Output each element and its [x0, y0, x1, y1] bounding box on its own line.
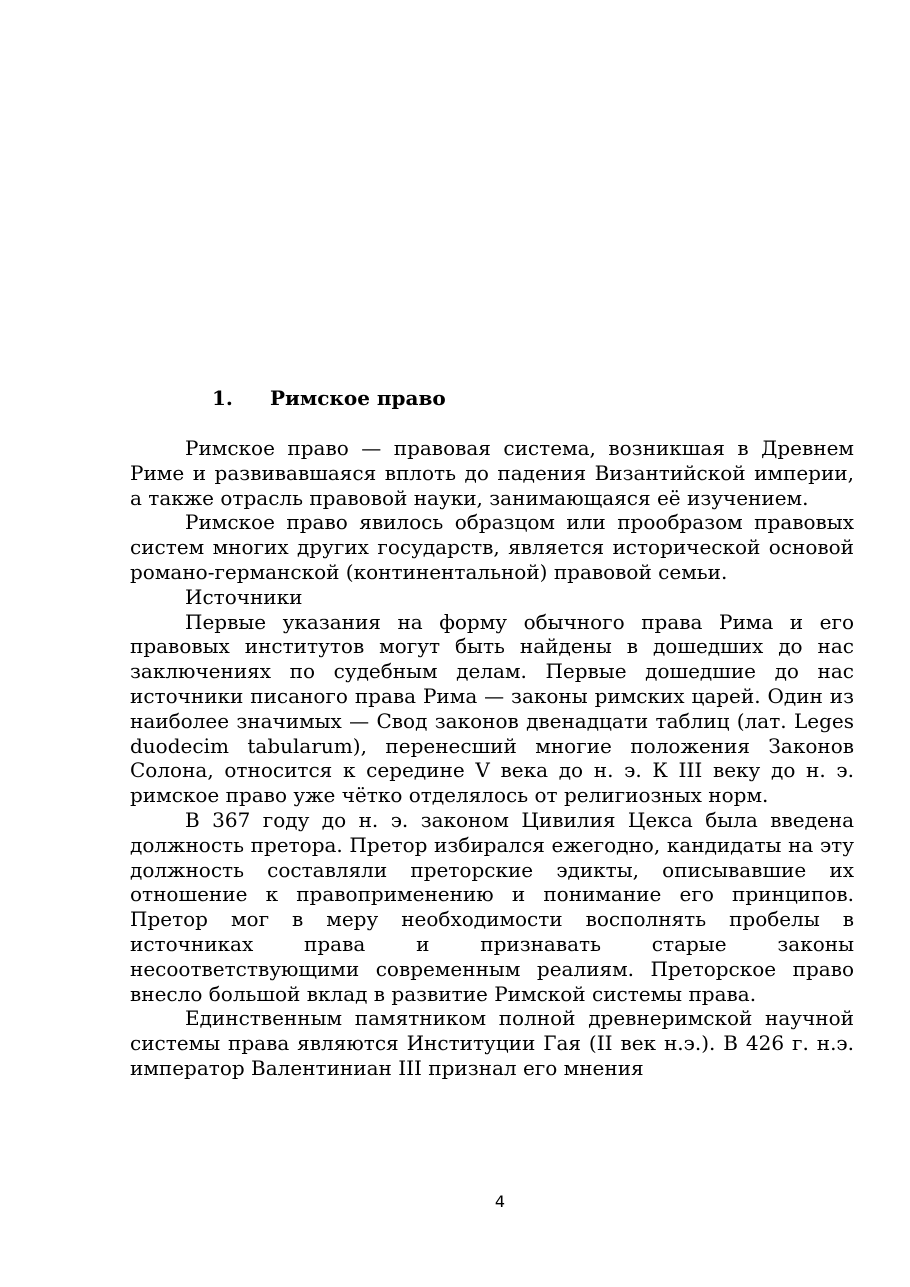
paragraph-gaius: Единственным памятником полной древнеримской научной системы права являются Институции Гая (II век н.э.). В 426 г. н.э. император Валентиниан III признал его мнения	[130, 1006, 854, 1080]
paragraph-sources-label: Источники	[185, 584, 303, 609]
paragraph-influence: Римское право явилось образцом или прообразом правовых систем многих других государств, является исторической основой романо-германской (континентальной) правовой семьи.	[130, 510, 854, 584]
section-number: 1.	[212, 386, 233, 410]
page-number: 4	[494, 1192, 506, 1211]
body-text	[130, 436, 854, 1081]
section-heading	[212, 384, 446, 412]
paragraph-early-sources: Первые указания на форму обычного права Рима и его правовых институтов могут быть найдены в дошедших до нас заключениях по судебным делам. Первые дошедшие до нас источники писаного права Рима — законы римских царей. Один из наиболее значимых — Свод законов двенадцати таблиц (лат. Leges duodecim tabularum), перенесший многие положения Законов Солона, относится к середине V века до н. э. К III веку до н. э. римское право уже чётко отделялось от религиозных норм.	[130, 609, 854, 808]
section-title: Римское право	[270, 386, 446, 410]
paragraph-praetor: В 367 году до н. э. законом Цивилия Цекса была введена должность претора. Претор избирался ежегодно, кандидаты на эту должность составляли преторские эдикты, описывавшие их отношение к правоприменению и понимание его принципов. Претор мог в меру необходимости восполнять пробелы в источниках права и признавать старые законы несоответствующими современным реалиям. Преторское право внесло большой вклад в развитие Римской системы права.	[130, 807, 854, 1006]
paragraph-definition: Римское право — правовая система, возникшая в Древнем Риме и развивавшаяся вплоть до падения Византийской империи, а также отрасль правовой науки, занимающаяся её изучением.	[130, 436, 854, 510]
